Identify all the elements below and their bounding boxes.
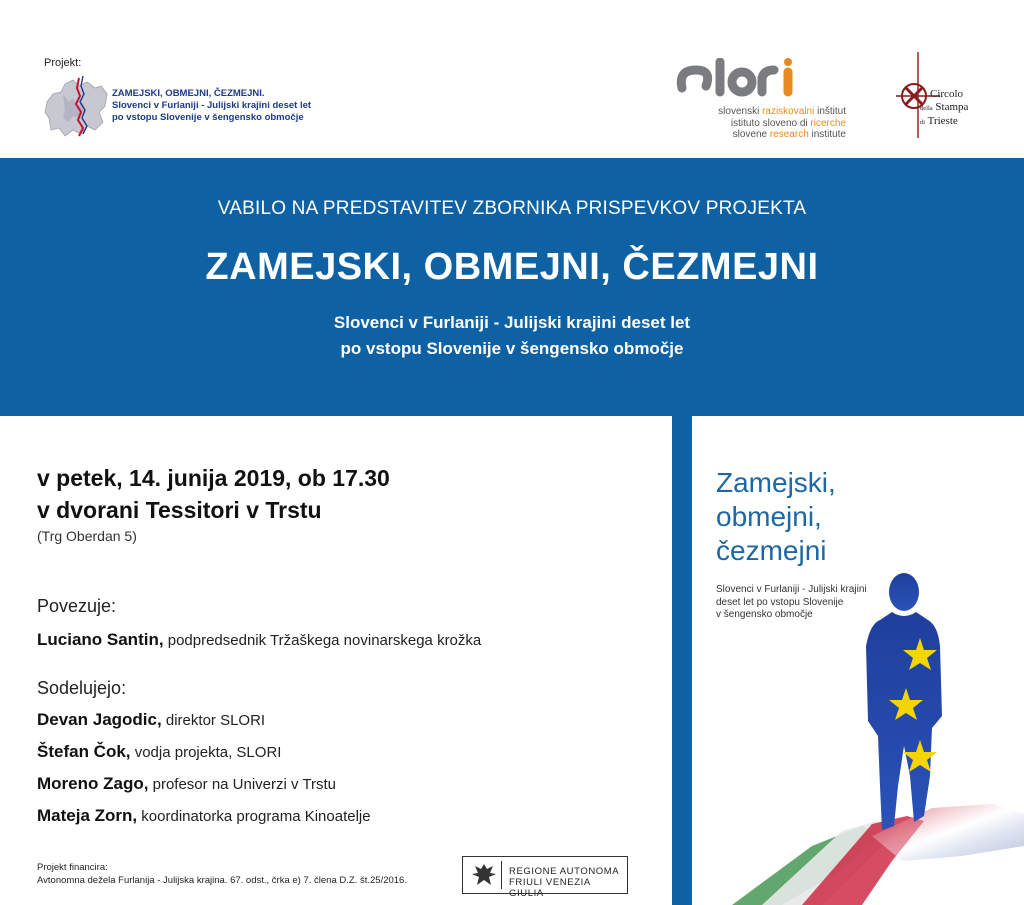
invitation-kicker: VABILO NA PREDSTAVITEV ZBORNIKA PRISPEVKOV PROJEKTA — [217, 198, 807, 219]
slori-tagline — [676, 106, 846, 141]
header — [0, 0, 1024, 158]
invitation-band — [0, 158, 1024, 416]
participant-name: Mateja Zorn, — [37, 806, 138, 825]
participant-name: Devan Jagodic, — [37, 710, 162, 729]
moderator-name: Luciano Santin, — [37, 630, 164, 649]
cover-subtitle-line-2: deset let po vstopu Slovenije — [716, 596, 844, 608]
circolo-text — [920, 88, 968, 129]
slori-line3-b: research — [769, 129, 809, 140]
regione-text — [509, 866, 627, 899]
circolo-line-1: Circolo — [930, 88, 963, 100]
europe-map-logo — [43, 72, 109, 140]
regione-fvg-logo — [462, 856, 628, 899]
vertical-divider — [672, 416, 692, 905]
invitation-subtitle-line-1: Slovenci v Furlaniji - Julijski krajini deset let — [333, 313, 691, 332]
circolo-stampa-logo — [894, 52, 984, 142]
cover-title-line-3: čezmejni — [716, 535, 827, 566]
invitation-subtitle-line-2: po vstopu Slovenije v šengensko območje — [340, 339, 684, 358]
slori-line2-b: ricerche — [810, 117, 846, 129]
moderator-row — [37, 630, 481, 650]
eagle-icon — [469, 860, 499, 890]
regione-line-2: FRIULI VENEZIA GIULIA — [509, 877, 591, 899]
project-title-line-1: ZAMEJSKI, OBMEJNI, ČEZMEJNI. — [112, 88, 265, 99]
cover-subtitle-line-3: v šengensko območje — [716, 609, 813, 620]
slori-line1-b: raziskovalni — [762, 106, 815, 117]
project-label: Projekt: — [44, 57, 82, 69]
cover-subtitle-line-1: Slovenci v Furlaniji - Julijski krajini — [716, 584, 867, 595]
slori-logo — [676, 58, 846, 142]
project-title-line-3: po vstopu Slovenije v šengensko območje — [112, 112, 304, 123]
participant-row — [37, 742, 281, 762]
event-when: v petek, 14. junija 2019, ob 17.30 — [37, 465, 390, 491]
event-where: v dvorani Tessitori v Trstu — [37, 497, 322, 523]
circolo-della: della — [920, 105, 933, 112]
financing-text: Avtonomna dežela Furlanija - Julijska krajina. 67. odst., črka e) 7. člena D.Z. št.25/2016. — [37, 875, 407, 886]
participant-role: profesor na Univerzi v Trstu — [148, 776, 337, 793]
event-datetime-place — [37, 462, 390, 526]
moderator-label: Povezuje: — [37, 596, 117, 616]
participant-name: Štefan Čok, — [37, 742, 131, 761]
cover-subtitle — [716, 584, 867, 622]
slori-wordmark-icon — [676, 58, 796, 100]
circolo-di: di — [920, 119, 926, 126]
cover-title — [716, 466, 836, 568]
regione-line-1: REGIONE AUTONOMA — [509, 866, 620, 877]
event-address: (Trg Oberdan 5) — [37, 528, 137, 544]
project-title — [112, 88, 311, 124]
invitation-subtitle — [0, 310, 1024, 362]
cover-title-line-2: obmejni, — [716, 501, 822, 532]
slori-line3-a: slovene — [732, 129, 770, 140]
participants-label: Sodelujejo: — [37, 678, 127, 698]
participant-role: koordinatorka programa Kinoatelje — [137, 808, 371, 825]
participant-role: direktor SLORI — [161, 712, 266, 729]
participant-row — [37, 806, 371, 826]
financing-note — [37, 861, 407, 887]
participant-name: Moreno Zago, — [37, 774, 149, 793]
slori-line3-c: institute — [808, 129, 846, 140]
circolo-stampa: Stampa — [935, 101, 969, 113]
slori-line2-a: istituto sloveno di — [730, 117, 811, 129]
cover-title-line-1: Zamejski, — [716, 467, 836, 498]
invitation-title: ZAMEJSKI, OBMEJNI, ČEZMEJNI — [205, 246, 819, 288]
regione-separator — [501, 861, 502, 889]
moderator-role: podpredsednik Tržaškega novinarskega krožka — [163, 632, 482, 649]
financing-label: Projekt financira: — [37, 862, 108, 873]
event-details — [0, 416, 672, 905]
circolo-trieste: Trieste — [927, 115, 958, 127]
book-cover — [692, 416, 1024, 905]
slori-line1-c: inštitut — [814, 106, 846, 117]
slori-line1-a: slovenski — [718, 106, 763, 117]
participant-row — [37, 710, 265, 730]
participant-row — [37, 774, 336, 794]
project-title-line-2: Slovenci v Furlaniji - Julijski krajini deset let — [112, 100, 312, 111]
participant-role: vodja projekta, SLORI — [130, 744, 282, 761]
